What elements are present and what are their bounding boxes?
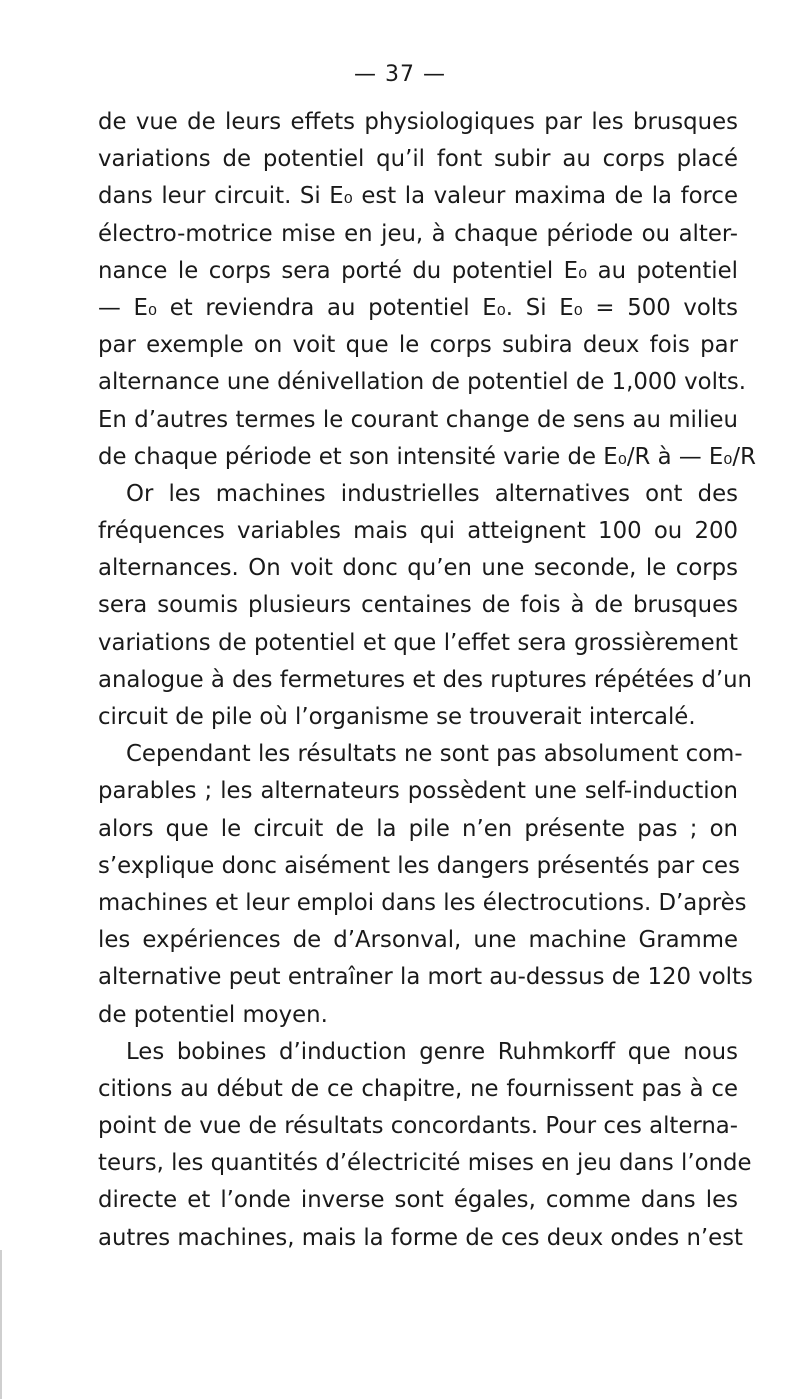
text-line: par exemple on voit que le corps subira deux fois par — [98, 332, 738, 359]
text-line: alternative peut entraîner la mort au-dessus de 120 volts — [98, 964, 753, 991]
text-line: alternance une dénivellation de potentiel de 1,000 volts. — [98, 369, 746, 396]
text-line: de chaque période et son intensité varie de E₀/R à — E₀/R — [98, 443, 756, 470]
page-edge-rule — [0, 1250, 2, 1399]
paragraph-start-line: Cependant les résultats ne sont pas absolument com- — [126, 741, 743, 768]
text-line: les expériences de d’Arsonval, une machine Gramme — [98, 927, 738, 954]
paragraph-end-line: circuit de pile où l’organisme se trouverait intercalé. — [98, 704, 696, 730]
text-line: dans leur circuit. Si E₀ est la valeur maxima de la force — [98, 183, 738, 210]
text-line: alternances. On voit donc qu’en une seconde, le corps — [98, 555, 738, 582]
text-line: variations de potentiel et que l’effet sera grossièrement — [98, 629, 738, 656]
paragraph-end-line: de potentiel moyen. — [98, 1001, 328, 1028]
text-line: En d’autres termes le courant change de sens au milieu — [98, 406, 738, 433]
paragraph-start-line: Les bobines d’induction genre Ruhmkorff que nous — [126, 1038, 738, 1065]
body-text — [98, 104, 756, 1257]
text-line: — E₀ et reviendra au potentiel E₀. Si E₀ = 500 volts — [98, 294, 738, 321]
text-line: teurs, les quantités d’électricité mises en jeu dans l’onde — [98, 1150, 752, 1177]
text-line: de vue de leurs effets physiologiques par les brusques — [98, 109, 738, 135]
text-line: citions au début de ce chapitre, ne fournissent pas à ce — [98, 1075, 738, 1102]
text-line: point de vue de résultats concordants. Pour ces alterna- — [98, 1113, 738, 1140]
text-line: analogue à des fermetures et des ruptures répétées d’un — [98, 666, 753, 693]
paragraph-start-line: Or les machines industrielles alternatives ont des — [126, 480, 738, 507]
text-line: autres machines, mais la forme de ces deux ondes n’est — [98, 1224, 743, 1251]
text-line: nance le corps sera porté du potentiel E₀ au potentiel — [98, 257, 738, 284]
text-line: parables ; les alternateurs possèdent une self-induction — [98, 778, 738, 805]
text-line: fréquences variables mais qui atteignent 100 ou 200 — [98, 518, 738, 545]
text-line: alors que le circuit de la pile n’en présente pas ; on — [98, 815, 738, 842]
text-line: directe et l’onde inverse sont égales, comme dans les — [98, 1187, 738, 1214]
page-number: — 37 — — [354, 62, 446, 87]
text-line: sera soumis plusieurs centaines de fois à de brusques — [98, 592, 738, 619]
text-line: variations de potentiel qu’il font subir au corps placé — [98, 146, 738, 173]
text-line: s’explique donc aisément les dangers présentés par ces — [98, 852, 740, 879]
text-line: machines et leur emploi dans les électrocutions. D’après — [98, 889, 747, 916]
text-line: électro-motrice mise en jeu, à chaque période ou alter- — [98, 220, 738, 247]
